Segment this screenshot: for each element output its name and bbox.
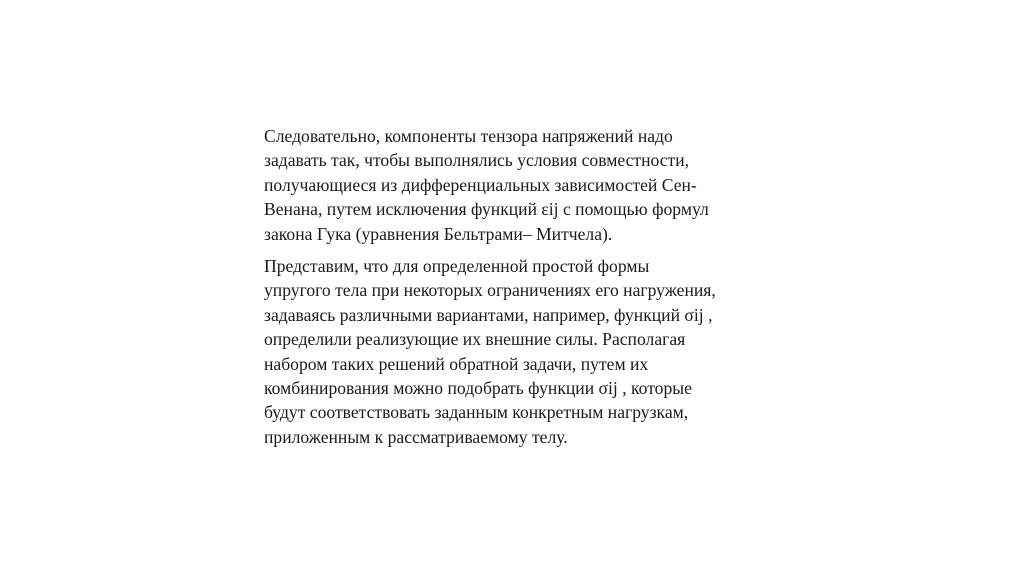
paragraph-compatibility-conditions: Следовательно, компоненты тензора напряжений надо задавать так, чтобы выполнялись условия совместности, получающиеся из дифференциальных зависимостей Сен- Венана, путем исключения функций εij с помощью формул закона Гука (уравнения Бельтрами– Митчела).	[264, 126, 709, 244]
text-block	[264, 124, 774, 449]
paragraph-inverse-problem: Представим, что для определенной простой формы упругого тела при некоторых ограничениях его нагружения, задаваясь различными вариантами, например, функций σij , определили реализующие их внешние силы. Располагая набором таких решений обратной задачи, путем их комбинирования можно подобрать функции σij , которые будут соответствовать заданным конкретным нагрузкам, приложенным к рассматриваемому телу.	[264, 256, 716, 447]
